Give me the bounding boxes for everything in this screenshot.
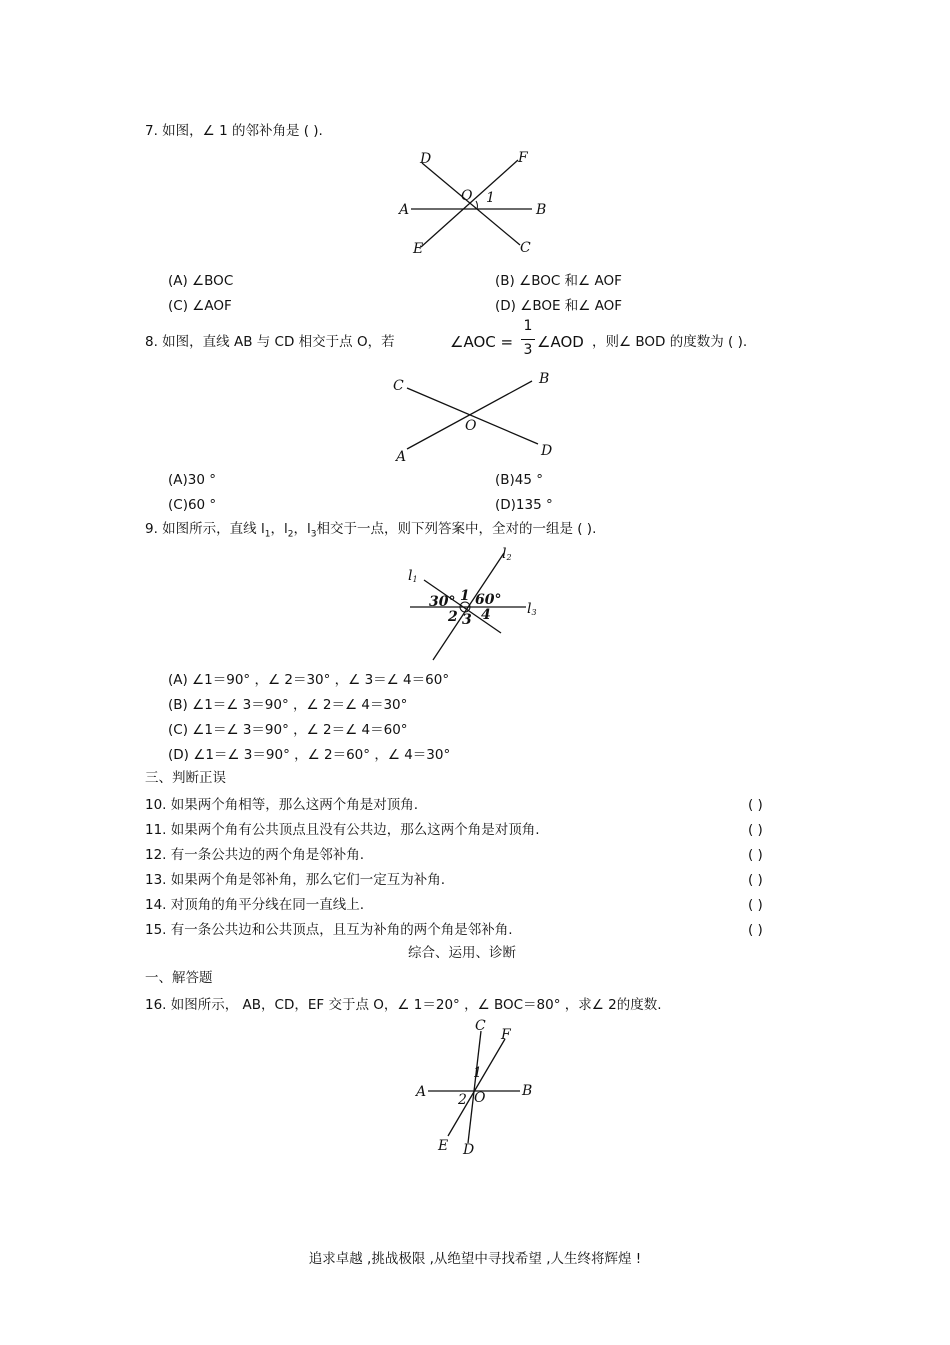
q9-label-3: 3 <box>462 612 472 628</box>
q16-label-c: C <box>475 1018 486 1034</box>
q9-label-1: 1 <box>460 588 470 604</box>
q8-line-cd <box>407 388 538 444</box>
q9-label-30: 30° <box>429 594 456 610</box>
judge-paren-14: ( ) <box>748 897 763 913</box>
judge-item-12: 12. 有一条公共边的两个角是邻补角. <box>145 847 365 863</box>
q9-sub1: 1 <box>264 529 271 540</box>
q16-label-e: E <box>438 1138 449 1154</box>
q8-option-a: (A)30 ° <box>168 472 216 488</box>
q7-label-a: A <box>399 202 410 218</box>
q9-option-a: (A) ∠1＝90° ，∠ 2＝30° ，∠ 3＝∠ 4＝60° <box>168 672 450 688</box>
q16-label-f: F <box>501 1027 511 1043</box>
q9-label-60: 60° <box>475 592 502 608</box>
q16-label-d: D <box>463 1142 475 1158</box>
judge-paren-13: ( ) <box>748 872 763 888</box>
q8-stem-part1: 8. 如图，直线 AB 与 CD 相交于点 O，若 <box>145 334 395 350</box>
q7-label-o: O <box>461 188 473 204</box>
judge-item-13: 13. 如果两个角是邻补角，那么它们一定互为补角. <box>145 872 446 888</box>
q7-label-d: D <box>420 151 432 167</box>
q9-option-d: (D) ∠1＝∠ 3＝90° ，∠ 2＝60° ，∠ 4＝30° <box>168 747 451 763</box>
section-title: 综合、运用、诊断 <box>408 945 516 961</box>
q9-option-b: (B) ∠1＝∠ 3＝90° ，∠ 2＝∠ 4＝30° <box>168 697 408 713</box>
q7-label-c: C <box>520 240 531 256</box>
q8-label-o: O <box>465 418 477 434</box>
q8-option-d: (D)135 ° <box>495 497 553 513</box>
q8-frac-den: 3 <box>523 342 533 358</box>
q8-label-b: B <box>539 371 550 387</box>
judge-item-10: 10. 如果两个角相等，那么这两个角是对顶角. <box>145 797 419 813</box>
q8-option-c: (C)60 ° <box>168 497 217 513</box>
q7-label-f: F <box>518 150 528 166</box>
q8-line-ab <box>407 381 532 449</box>
judge-paren-15: ( ) <box>748 922 763 938</box>
q8-aod: ∠AOD <box>537 333 584 351</box>
q16-stem: 16. 如图所示， AB，CD，EF 交于点 O，∠ 1＝20° ，∠ BOC＝80° ，求∠ 2的度数. <box>145 997 662 1013</box>
q9-sub3: 3 <box>310 529 317 540</box>
q7-option-a: (A) ∠BOC <box>168 273 234 289</box>
q16-line-cd <box>468 1031 481 1143</box>
q9-stem <box>145 520 596 544</box>
q9-label-4: 4 <box>481 607 491 623</box>
q8-label-a: A <box>396 449 407 465</box>
q16-figure <box>410 1015 550 1160</box>
q9-stem-a: 9. 如图所示，直线 l <box>145 521 265 537</box>
judge-item-11: 11. 如果两个角有公共顶点且没有公共边，那么这两个角是对顶角. <box>145 822 540 838</box>
judge-item-15: 15. 有一条公共边和公共顶点，且互为补角的两个角是邻补角. <box>145 922 513 938</box>
q16-label-o: O <box>474 1090 486 1106</box>
q8-frac-bar <box>521 339 535 340</box>
judge-paren-10: ( ) <box>748 797 763 813</box>
q8-aoc: ∠AOC = <box>450 333 514 351</box>
q9-sep2: ，l <box>293 521 311 537</box>
q9-stem-b: 相交于一点，则下列答案中，全对的一组是 ( ). <box>316 521 597 537</box>
q8-label-c: C <box>393 378 404 394</box>
q7-stem: 7. 如图，∠ 1 的邻补角是 ( ). <box>145 123 323 139</box>
q7-figure <box>395 145 555 260</box>
q7-label-e: E <box>413 241 424 257</box>
q9-sub2: 2 <box>287 529 294 540</box>
q8-stem-part2: ，则∠ BOD 的度数为 ( ). <box>592 334 748 350</box>
q8-frac-num: 1 <box>523 318 533 334</box>
q8-option-b: (B)45 ° <box>495 472 544 488</box>
q16-label-1: 1 <box>473 1065 482 1081</box>
section3-heading: 三、判断正误 <box>145 770 226 786</box>
judge-item-14: 14. 对顶角的角平分线在同一直线上. <box>145 897 365 913</box>
q7-label-b: B <box>536 202 547 218</box>
q16-label-2: 2 <box>458 1092 467 1108</box>
q9-figure <box>400 545 550 665</box>
q7-option-b: (B) ∠BOC 和∠ AOF <box>495 273 622 289</box>
q9-label-l2: l2 <box>502 546 512 562</box>
judge-paren-12: ( ) <box>748 847 763 863</box>
q16-line-ef <box>448 1039 505 1136</box>
q7-label-1: 1 <box>486 190 495 206</box>
q9-label-2: 2 <box>448 609 458 625</box>
q7-option-c: (C) ∠AOF <box>168 298 232 314</box>
judge-paren-11: ( ) <box>748 822 763 838</box>
q9-sep1: ，l <box>270 521 288 537</box>
q8-label-d: D <box>541 443 553 459</box>
q9-label-l1: l1 <box>408 568 418 584</box>
q8-figure <box>385 365 565 465</box>
q9-option-c: (C) ∠1＝∠ 3＝90° ，∠ 2＝∠ 4＝60° <box>168 722 408 738</box>
footer-motto: 追求卓越 ,挑战极限 ,从绝望中寻找希望 ,人生终将辉煌 ! <box>308 1251 642 1267</box>
q7-option-d: (D) ∠BOE 和∠ AOF <box>495 298 623 314</box>
q16-label-b: B <box>522 1083 533 1099</box>
section1-heading: 一、解答题 <box>145 970 213 986</box>
q16-label-a: A <box>416 1084 427 1100</box>
q9-label-l3: l3 <box>527 601 537 617</box>
